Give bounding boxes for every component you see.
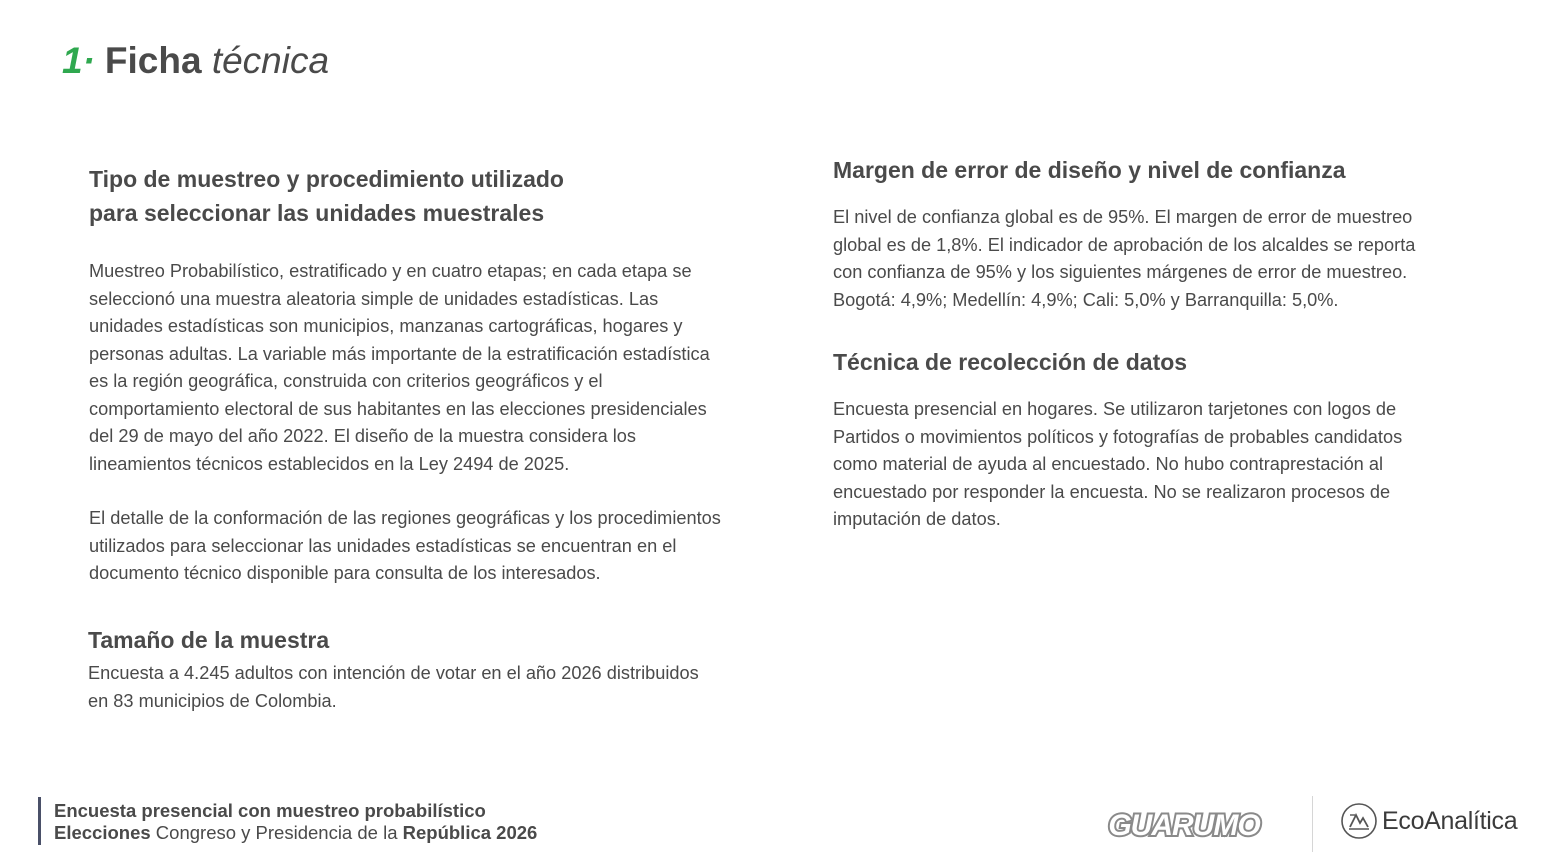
- text-line: imputación de datos.: [833, 509, 1001, 529]
- sampling-heading: [89, 162, 564, 230]
- title-word-tecnica: técnica: [211, 40, 330, 81]
- text-line: comportamiento electoral de sus habitantes en las elecciones presidenciales: [89, 398, 707, 419]
- text-line: Partidos o movimientos políticos y fotografías de probables candidatos: [833, 426, 1403, 447]
- text-line: unidades estadísticas son municipios, manzanas cartográficas, hogares y: [89, 316, 683, 336]
- text-line: Encuesta a 4.245 adultos con intención de votar en el año 2026 distribuidos: [88, 663, 699, 683]
- logo-divider: [1312, 796, 1313, 852]
- text-line: con confianza de 95% y los siguientes márgenes de error de muestreo.: [833, 262, 1408, 282]
- footer-caption: [54, 800, 537, 844]
- text-line: Muestreo Probabilístico, estratificado y en cuatro etapas; en cada etapa se: [89, 261, 692, 281]
- text-line: es la región geográfica, construida con criterios geográficos y el: [89, 371, 603, 391]
- text-line: Encuesta presencial en hogares. Se utilizaron tarjetones con logos de: [833, 399, 1397, 419]
- footer-line-2: [54, 822, 537, 844]
- text-line: Bogotá: 4,9%; Medellín: 4,9%; Cali: 5,0% y Barranquilla: 5,0%.: [833, 289, 1339, 310]
- footer-accent-bar: [38, 797, 41, 845]
- margin-of-error-heading: Margen de error de diseño y nivel de confianza: [833, 157, 1346, 183]
- footer-congreso: Congreso y Presidencia de la: [150, 822, 403, 843]
- ecoanalitica-logo: [1340, 802, 1517, 840]
- text-line: personas adultas. La variable más importante de la estratificación estadística: [89, 343, 710, 364]
- page-title: [62, 40, 329, 82]
- data-collection-heading: Técnica de recolección de datos: [833, 349, 1188, 375]
- footer-republica: República 2026: [402, 822, 538, 843]
- text-line: del 29 de mayo del año 2022. El diseño de la muestra considera los: [89, 426, 636, 446]
- data-collection-paragraph: [833, 396, 1402, 534]
- text-line: seleccionó una muestra aleatoria simple de unidades estadísticas. Las: [89, 288, 659, 309]
- text-line: El detalle de la conformación de las regiones geográficas y los procedimientos: [89, 508, 721, 528]
- footer-elecciones: Elecciones: [54, 822, 151, 843]
- ecoanalitica-emblem-icon: [1340, 802, 1378, 840]
- margin-of-error-paragraph: [833, 204, 1415, 314]
- sample-size-paragraph: [88, 660, 699, 715]
- guarumo-logo-text: GUARUMO: [1108, 809, 1260, 842]
- ecoanalitica-logo-text: EcoAnalítica: [1382, 806, 1518, 835]
- sampling-heading-line: Tipo de muestreo y procedimiento utilizado: [89, 166, 564, 192]
- footer-line-1: Encuesta presencial con muestreo probabilístico: [54, 800, 486, 821]
- guarumo-logo: [1084, 806, 1284, 842]
- text-line: global es de 1,8%. El indicador de aprobación de los alcaldes se reporta: [833, 234, 1416, 255]
- text-line: encuestado por responder la encuesta. No se realizaron procesos de: [833, 481, 1391, 502]
- sampling-heading-line: para seleccionar las unidades muestrales: [89, 200, 545, 226]
- text-line: El nivel de confianza global es de 95%. El margen de error de muestreo: [833, 207, 1413, 227]
- text-line: en 83 municipios de Colombia.: [88, 690, 337, 711]
- sampling-paragraph-1: [89, 258, 710, 478]
- text-line: utilizados para seleccionar las unidades estadísticas se encuentran en el: [89, 535, 677, 556]
- text-line: lineamientos técnicos establecidos en la Ley 2494 de 2025.: [89, 453, 570, 474]
- sample-size-heading: Tamaño de la muestra: [88, 627, 330, 653]
- section-number: 1·: [62, 40, 95, 81]
- title-word-ficha: Ficha: [104, 40, 202, 81]
- sampling-paragraph-2: [89, 505, 721, 588]
- text-line: como material de ayuda al encuestado. No hubo contraprestación al: [833, 454, 1384, 474]
- text-line: documento técnico disponible para consulta de los interesados.: [89, 563, 601, 583]
